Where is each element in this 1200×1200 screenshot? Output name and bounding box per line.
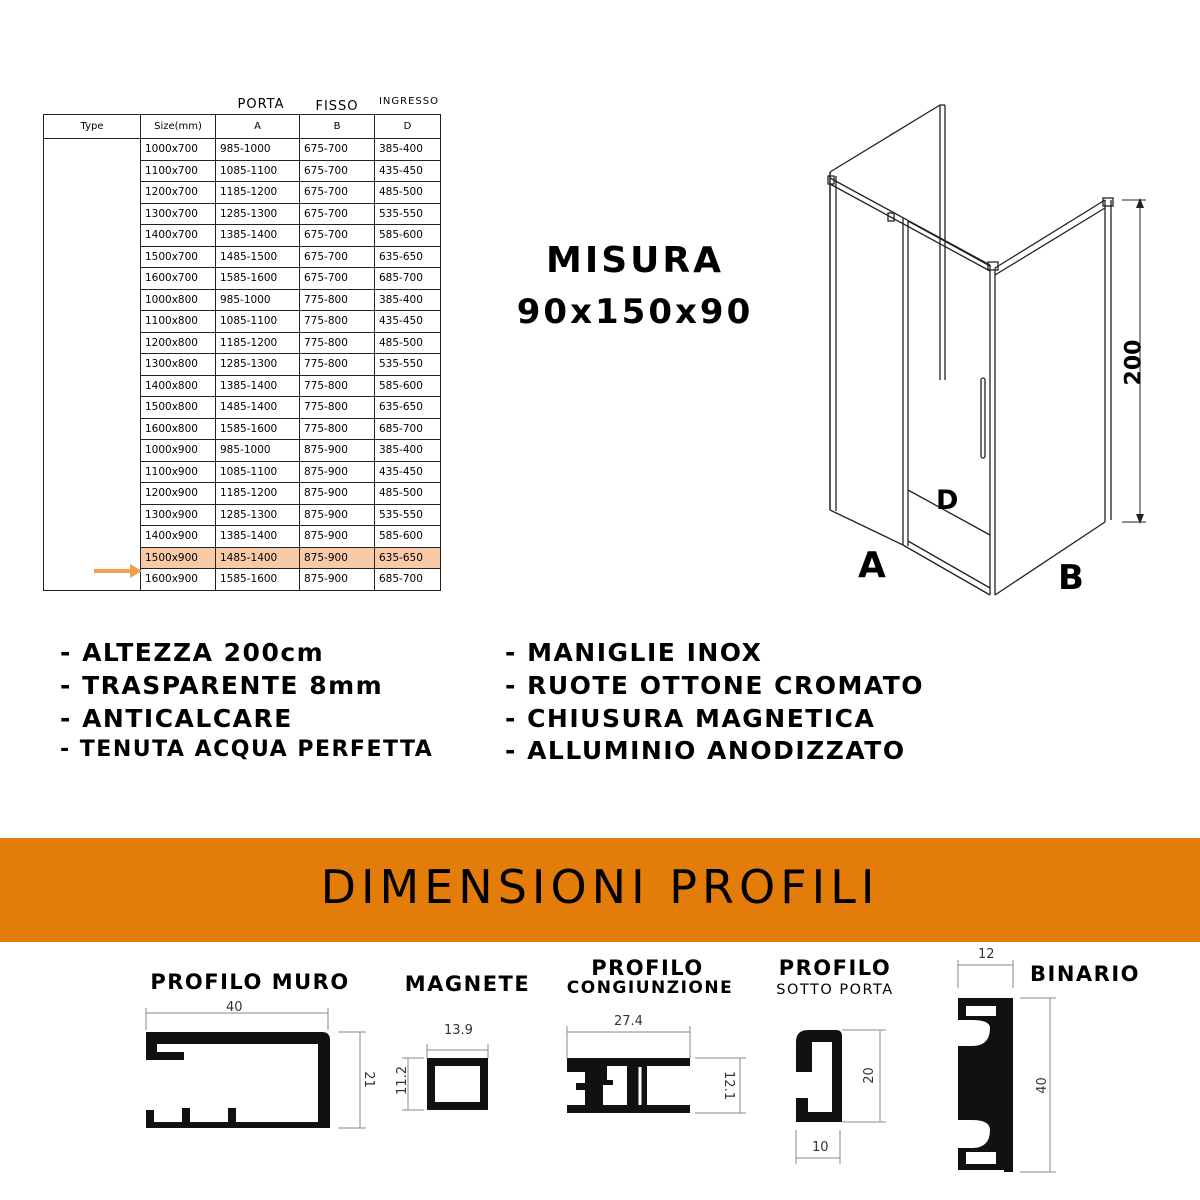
cell-d: 535-550 (375, 354, 441, 376)
header-porta: PORTA (237, 97, 285, 112)
profile-magnete-shape (427, 1058, 488, 1110)
cell-d: 635-650 (375, 246, 441, 268)
profile-sotto-porta-width: 10 (812, 1140, 829, 1155)
cell-a: 1485-1400 (216, 547, 300, 569)
cell-a: 1285-1300 (216, 354, 300, 376)
profile-magnete-height: 11.2 (394, 1066, 410, 1095)
cell-size: 1400x800 (141, 375, 216, 397)
cell-d: 385-400 (375, 289, 441, 311)
cell-d: 635-650 (375, 547, 441, 569)
profile-congiunzione-shape (567, 1058, 690, 1113)
profile-magnete-width: 13.9 (444, 1023, 473, 1038)
feature-right-4: - ALLUMINIO ANODIZZATO (505, 736, 906, 765)
cell-a: 985-1000 (216, 139, 300, 161)
profile-muro-label: PROFILO MURO (150, 970, 350, 994)
cell-d: 685-700 (375, 418, 441, 440)
cell-a: 1485-1400 (216, 397, 300, 419)
cell-size: 1600x900 (141, 569, 216, 591)
cell-b: 875-900 (300, 483, 375, 505)
cell-size: 1600x700 (141, 268, 216, 290)
cell-a: 1185-1200 (216, 182, 300, 204)
col-header-a: A (216, 115, 300, 139)
profile-sotto-porta-label1: PROFILO (778, 956, 892, 980)
cell-a: 1085-1100 (216, 461, 300, 483)
cell-a: 985-1000 (216, 289, 300, 311)
cell-a: 1085-1100 (216, 160, 300, 182)
cell-b: 875-900 (300, 504, 375, 526)
header-ingresso: INGRESSO (378, 96, 439, 107)
section-title: DIMENSIONI PROFILI (320, 860, 880, 914)
title-dimensions: 90x150x90 (516, 292, 754, 332)
cell-b: 875-900 (300, 440, 375, 462)
profile-muro-shape (146, 1032, 330, 1128)
cell-b: 675-700 (300, 139, 375, 161)
cell-size: 1300x800 (141, 354, 216, 376)
profile-drawings (0, 940, 1200, 1200)
cell-a: 1285-1300 (216, 203, 300, 225)
cell-d: 485-500 (375, 483, 441, 505)
cell-b: 775-800 (300, 418, 375, 440)
profile-sotto-porta-height: 20 (861, 1067, 877, 1084)
header-fisso: FISSO (315, 99, 359, 114)
size-table (43, 114, 441, 591)
cell-size: 1400x900 (141, 526, 216, 548)
cell-b: 775-800 (300, 375, 375, 397)
cell-d: 585-600 (375, 526, 441, 548)
col-header-size: Size(mm) (141, 115, 216, 139)
cell-size: 1000x900 (141, 440, 216, 462)
feature-left-4: - TENUTA ACQUA PERFETTA (60, 737, 434, 762)
profile-muro-width: 40 (226, 1000, 243, 1015)
cell-a: 1385-1400 (216, 225, 300, 247)
profile-sotto-porta-label2: SOTTO PORTA (776, 982, 894, 998)
cell-a: 1585-1600 (216, 418, 300, 440)
cell-a: 1585-1600 (216, 268, 300, 290)
cell-b: 875-900 (300, 526, 375, 548)
cell-size: 1500x700 (141, 246, 216, 268)
cell-size: 1100x800 (141, 311, 216, 333)
cell-d: 435-450 (375, 461, 441, 483)
cell-d: 685-700 (375, 268, 441, 290)
profile-sotto-porta-shape (796, 1030, 842, 1122)
cell-d: 585-600 (375, 375, 441, 397)
cell-b: 775-800 (300, 354, 375, 376)
feature-right-3: - CHIUSURA MAGNETICA (505, 704, 876, 733)
cell-b: 875-900 (300, 461, 375, 483)
cell-d: 385-400 (375, 440, 441, 462)
cell-d: 635-650 (375, 397, 441, 419)
cell-d: 435-450 (375, 311, 441, 333)
table-body (44, 139, 441, 591)
dim-label-b: B (1058, 558, 1084, 598)
cell-a: 1385-1400 (216, 526, 300, 548)
col-header-type: Type (44, 115, 141, 139)
cell-a: 1085-1100 (216, 311, 300, 333)
cell-size: 1600x800 (141, 418, 216, 440)
cell-a: 1185-1200 (216, 483, 300, 505)
col-header-d: D (375, 115, 441, 139)
feature-left-2: - TRASPARENTE 8mm (60, 671, 384, 700)
cell-b: 675-700 (300, 182, 375, 204)
cell-b: 775-800 (300, 311, 375, 333)
cell-size: 1500x800 (141, 397, 216, 419)
feature-left-1: - ALTEZZA 200cm (60, 638, 325, 667)
cell-size: 1100x900 (141, 461, 216, 483)
cell-size: 1300x900 (141, 504, 216, 526)
cell-b: 875-900 (300, 569, 375, 591)
cell-b: 775-800 (300, 332, 375, 354)
dim-height-label: 200 (1121, 339, 1147, 386)
cell-a: 1585-1600 (216, 569, 300, 591)
profile-magnete-label: MAGNETE (404, 972, 531, 996)
cell-size: 1100x700 (141, 160, 216, 182)
cell-a: 1285-1300 (216, 504, 300, 526)
cell-d: 585-600 (375, 225, 441, 247)
cell-b: 775-800 (300, 289, 375, 311)
cell-a: 1185-1200 (216, 332, 300, 354)
col-header-b: B (300, 115, 375, 139)
cell-size: 1300x700 (141, 203, 216, 225)
profile-muro-height: 21 (360, 1071, 376, 1088)
type-cell (44, 139, 141, 591)
profile-congiunzione-width: 27.4 (614, 1014, 643, 1029)
cell-a: 985-1000 (216, 440, 300, 462)
cell-b: 675-700 (300, 203, 375, 225)
cell-size: 1200x800 (141, 332, 216, 354)
table-row (44, 139, 441, 161)
cell-b: 675-700 (300, 268, 375, 290)
dim-label-d: D (936, 485, 959, 516)
cell-size: 1200x700 (141, 182, 216, 204)
cell-d: 485-500 (375, 332, 441, 354)
cell-b: 675-700 (300, 225, 375, 247)
table-header-row (44, 115, 441, 139)
profile-binario-width: 12 (978, 947, 995, 962)
cell-size: 1500x900 (141, 547, 216, 569)
cell-a: 1385-1400 (216, 375, 300, 397)
cell-b: 875-900 (300, 547, 375, 569)
cell-size: 1400x700 (141, 225, 216, 247)
feature-left-3: - ANTICALCARE (60, 704, 293, 733)
cell-d: 485-500 (375, 182, 441, 204)
cell-size: 1000x800 (141, 289, 216, 311)
feature-right-1: - MANIGLIE INOX (505, 638, 763, 667)
cell-b: 675-700 (300, 160, 375, 182)
feature-right-2: - RUOTE OTTONE CROMATO (505, 671, 925, 700)
dim-label-a: A (858, 545, 886, 586)
title-misura: MISURA (546, 240, 724, 281)
cell-d: 685-700 (375, 569, 441, 591)
cell-a: 1485-1500 (216, 246, 300, 268)
cell-d: 385-400 (375, 139, 441, 161)
highlight-arrow-icon (92, 562, 144, 580)
profile-congiunzione-height: 12.1 (720, 1071, 736, 1100)
cell-size: 1200x900 (141, 483, 216, 505)
cell-b: 775-800 (300, 397, 375, 419)
cell-d: 535-550 (375, 504, 441, 526)
profile-congiunzione-label1: PROFILO (591, 956, 704, 980)
cell-size: 1000x700 (141, 139, 216, 161)
profile-congiunzione-label2: CONGIUNZIONE (566, 978, 734, 998)
cell-b: 675-700 (300, 246, 375, 268)
cell-d: 535-550 (375, 203, 441, 225)
cell-d: 435-450 (375, 160, 441, 182)
profile-binario-height: 40 (1034, 1077, 1050, 1094)
profile-binario-label: BINARIO (1030, 962, 1140, 986)
